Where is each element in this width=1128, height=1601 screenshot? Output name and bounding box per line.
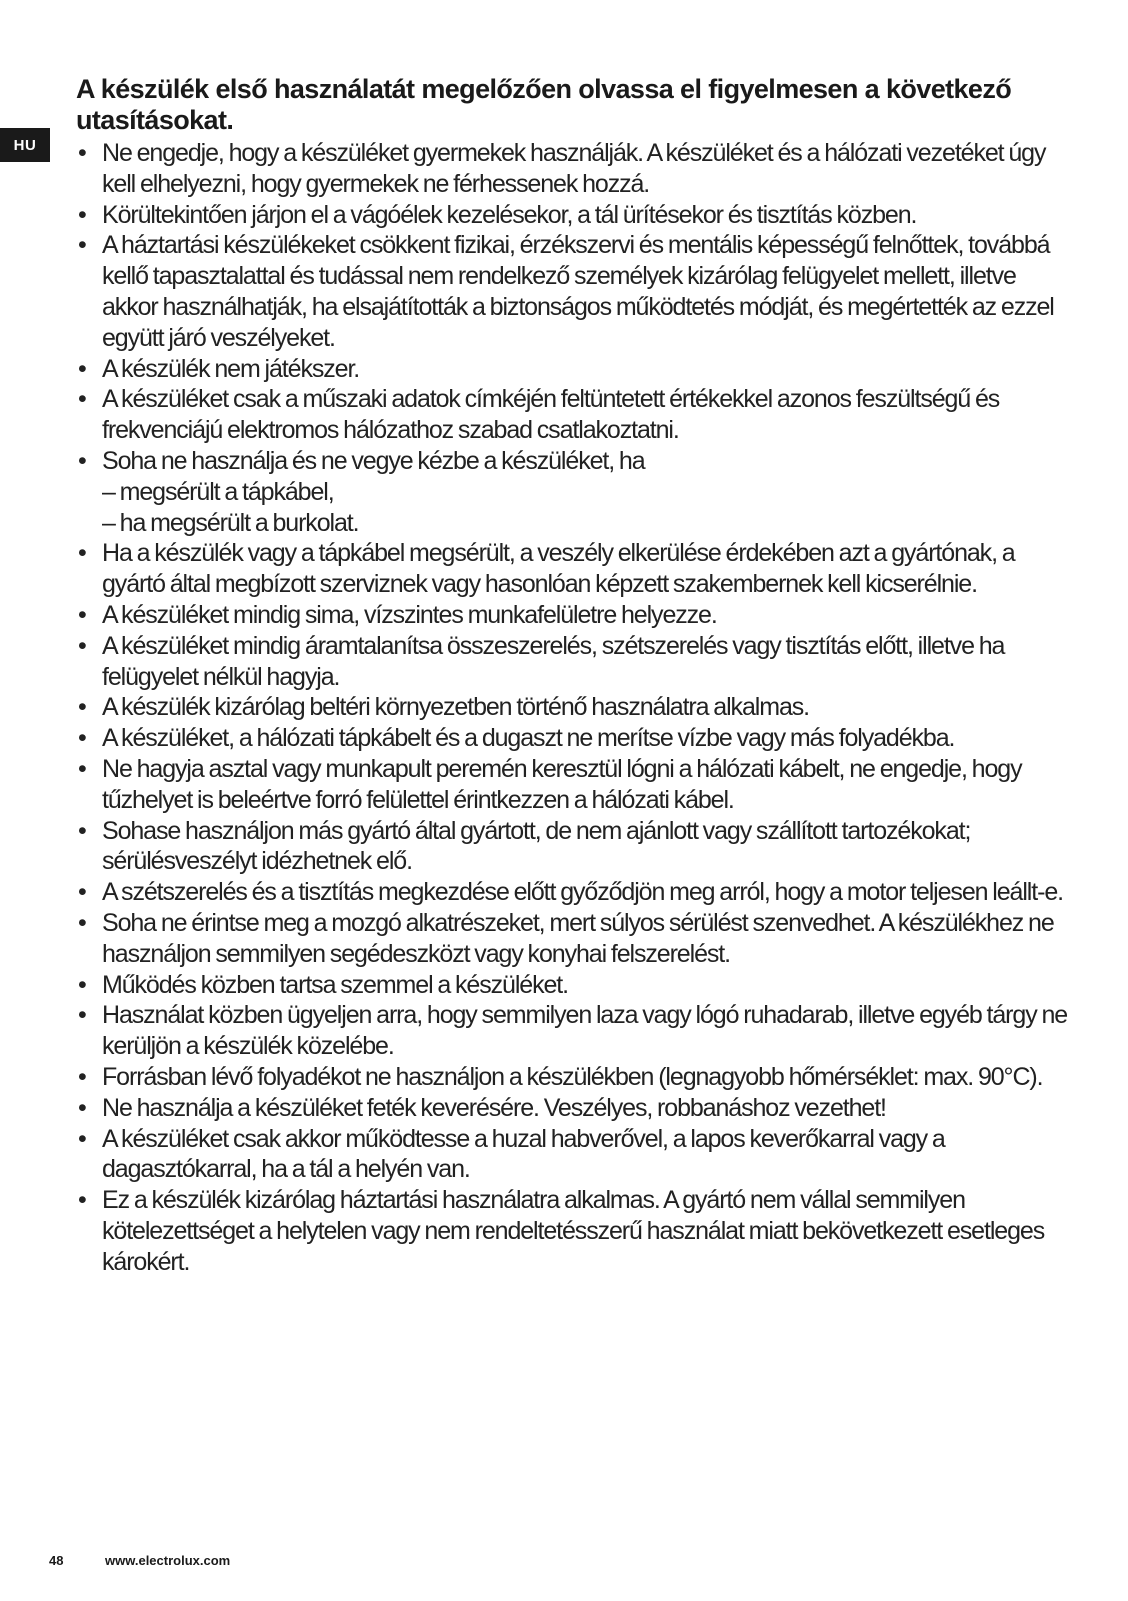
instruction-text: Működés közben tartsa szemmel a készüléket. [102,970,568,999]
bullet-marker: • [78,631,86,660]
bullet-marker: • [78,908,86,937]
instruction-text: A készülék nem játékszer. [102,354,360,383]
instruction-item [76,446,1076,538]
instruction-text: Soha ne érintse meg a mozgó alkatrészeket, mert súlyos sérülést szenvedhet. A készülékhez ne használjon semmilyen segédeszközt vagy konyhai felszerelést. [102,908,1054,968]
instruction-text: Használat közben ügyeljen arra, hogy semmilyen laza vagy lógó ruhadarab, illetve egyéb tárgy ne kerüljön a készülék közelébe. [102,1001,1068,1061]
bullet-marker: • [78,1062,86,1091]
instruction-item [76,600,1076,631]
page-footer [49,1553,230,1568]
bullet-marker: • [78,139,86,167]
bullet-marker: • [78,1186,86,1215]
instruction-text: A készüléket, a hálózati tápkábelt és a dugaszt ne merítse vízbe vagy más folyadékba. [102,724,955,753]
instruction-item [76,200,1076,231]
instruction-item [76,1093,1076,1124]
bullet-marker: • [78,878,86,907]
instruction-text: Sohase használjon más gyártó által gyártott, de nem ajánlott vagy szállított tartozékokat; sérülésveszélyt idézhetnek elő. [102,816,971,876]
instruction-subitem: – ha megsérült a burkolat. [102,508,359,537]
instruction-text: A háztartási készülékeket csökkent fizikai, érzékszervi és mentális képességű felnőttek, továbbá kellő tapasztalattal és tudással nem rendelkező személyek kizárólag felügyelet mellett, illetve akkor használhatják, ha elsajátították a biztonságos működtetés módját, és megértették az ezzel együtt járó veszélyeket. [102,231,1054,352]
instruction-item [76,908,1076,970]
bullet-marker: • [78,970,86,999]
bullet-marker: • [78,1093,86,1122]
instruction-item [76,1185,1076,1277]
instruction-item [76,1062,1076,1093]
bullet-marker: • [78,446,86,475]
instruction-text: Forrásban lévő folyadékot ne használjon a készülékben (legnagyobb hőmérséklet: max. 90°C). [102,1062,1043,1091]
bullet-marker: • [78,200,86,229]
safety-instructions-list [76,138,1076,1277]
instruction-text: A készüléket mindig sima, vízszintes munkafelületre helyezze. [102,600,717,629]
instruction-item [76,538,1076,600]
instruction-item [76,1124,1076,1186]
instruction-text: Ne hagyja asztal vagy munkapult peremén keresztül lógni a hálózati kábelt, ne engedje, hogy tűzhelyet is beleértve forró felülettel érintkezzen a hálózati kábel. [102,754,1022,814]
instruction-item [76,754,1076,816]
website-url: www.electrolux.com [105,1553,231,1568]
instruction-text: Ez a készülék kizárólag háztartási használatra alkalmas. A gyártó nem vállal semmilyen kötelezettséget a helytelen vagy nem rendeltetésszerű használat miatt bekövetkezett esetleges károkért. [102,1186,1045,1276]
page-content [76,74,1076,1277]
bullet-marker: • [78,539,86,568]
instruction-text: A készüléket csak akkor működtesse a huzal habverővel, a lapos keverőkarral vagy a dagasztókarral, ha a tál a helyén van. [102,1124,945,1184]
instruction-text: A készüléket csak a műszaki adatok címkéjén feltüntetett értékekkel azonos feszültségű és frekvenciájú elektromos hálózathoz szabad csatlakoztatni. [102,385,1000,445]
instruction-text: Körültekintően járjon el a vágóélek kezelésekor, a tál ürítésekor és tisztítás közben. [102,200,917,229]
instruction-item [76,877,1076,908]
page-number: 48 [49,1553,64,1568]
instruction-item [76,138,1076,200]
instruction-text: A szétszerelés és a tisztítás megkezdése előtt győződjön meg arról, hogy a motor teljesen leállt-e. [102,878,1063,907]
bullet-marker: • [78,600,86,629]
bullet-marker: • [78,1124,86,1153]
bullet-marker: • [78,231,86,260]
instruction-text: Ne használja a készüléket feték keverésére. Veszélyes, robbanáshoz vezethet! [102,1093,886,1122]
instruction-item [76,230,1076,353]
bullet-marker: • [78,385,86,414]
instruction-text: A készülék kizárólag beltéri környezetben történő használatra alkalmas. [102,693,809,722]
instruction-item [76,1000,1076,1062]
instruction-text: Ne engedje, hogy a készüléket gyermekek használják. A készüléket és a hálózati vezetéket úgy kell elhelyezni, hogy gyermekek ne férhessenek hozzá. [102,139,1046,198]
instruction-item [76,816,1076,878]
instruction-text: Ha a készülék vagy a tápkábel megsérült, a veszély elkerülése érdekében azt a gyártónak, a gyártó által megbízott szerviznek vagy hasonlóan képzett szakembernek kell kicserélnie. [102,539,1015,599]
instruction-text: Soha ne használja és ne vegye kézbe a készüléket, ha [102,446,645,475]
bullet-marker: • [78,693,86,722]
instruction-item [76,723,1076,754]
page-heading: A készülék első használatát megelőzően olvassa el figyelmesen a következő utasításokat. [76,74,1012,135]
bullet-marker: • [78,1001,86,1030]
instruction-item [76,384,1076,446]
bullet-marker: • [78,816,86,845]
language-tab: HU [0,128,50,162]
bullet-marker: • [78,354,86,383]
bullet-marker: • [78,724,86,753]
bullet-marker: • [78,754,86,783]
instruction-text: A készüléket mindig áramtalanítsa összeszerelés, szétszerelés vagy tisztítás előtt, illetve ha felügyelet nélkül hagyja. [102,631,1005,691]
instruction-subitem: – megsérült a tápkábel, [102,477,334,506]
instruction-item [76,692,1076,723]
instruction-item [76,354,1076,385]
instruction-item [76,631,1076,693]
instruction-item [76,970,1076,1001]
